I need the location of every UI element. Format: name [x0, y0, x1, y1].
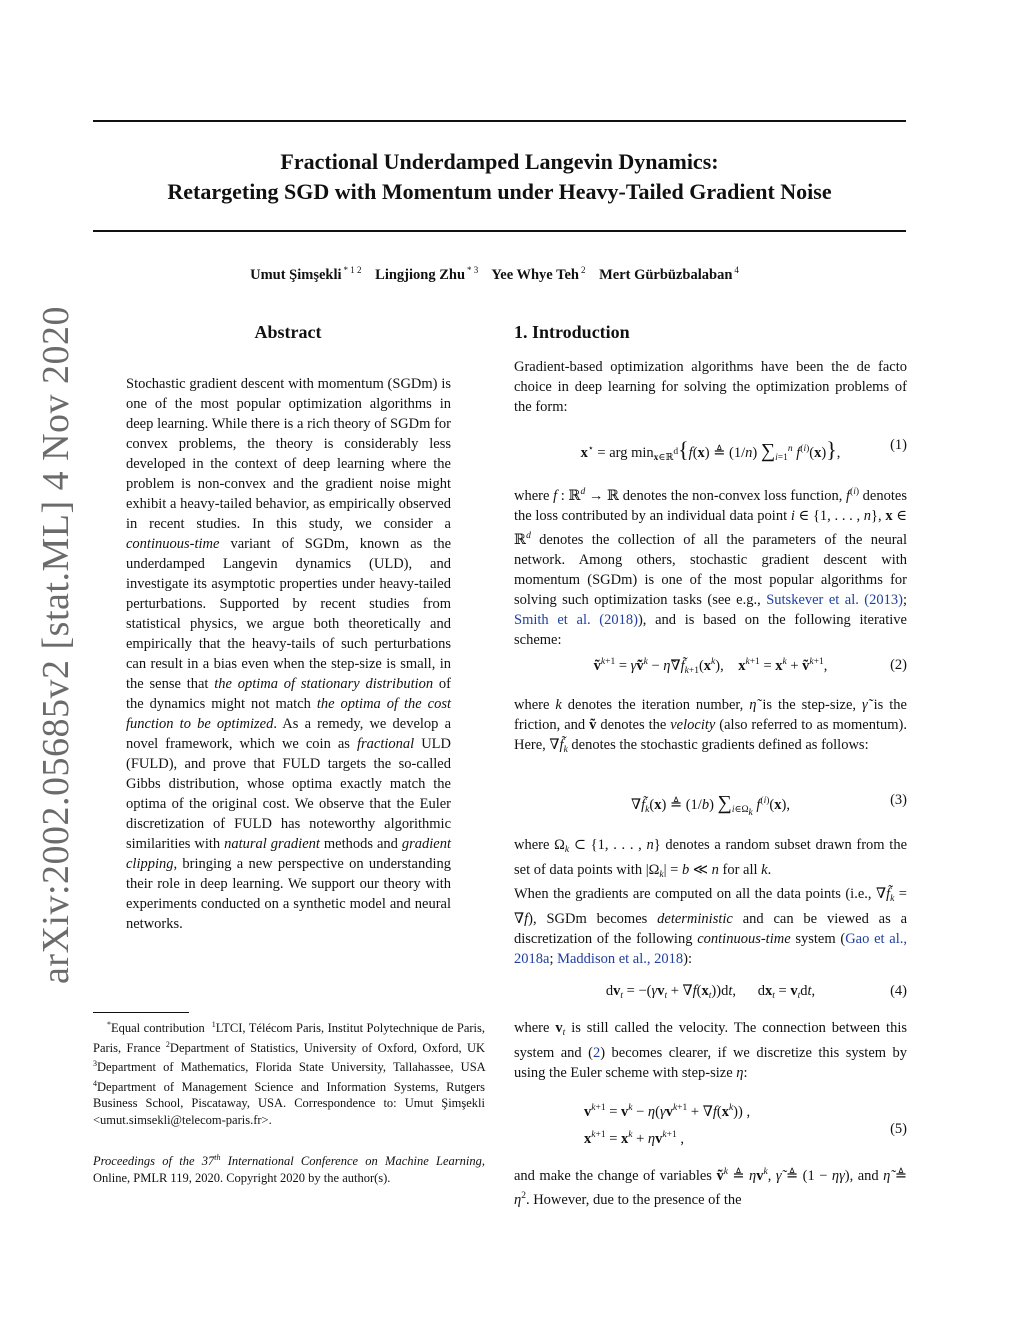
intro-paragraph-6: where $v_t$ is still called the velocity. The connection between this system and (2) becomes clearer, if we discretize this system by using the Euler scheme with step-size η: — [514, 1020, 907, 1081]
author-name: Umut Şimşekli — [250, 267, 342, 283]
title-top-rule — [93, 120, 906, 122]
equation-4: $dv_t = -(\gamma v_t + \nabla f(x_t))dt$, $dx_t = v_tdt$, (4) — [605, 983, 907, 1001]
equation-reference-link[interactable]: 2 — [592, 1045, 601, 1061]
abstract-heading: Abstract — [254, 322, 322, 342]
equation-2: ṽ$^{k+1}$ = γ̃ṽ$^k$ − $\etã\nabla f̃_{k+1}(x^k)$, $x^{k+1} = x^k$ + ṽ$^{k+1}$, (2) — [593, 657, 907, 676]
author-mark: 4 — [734, 265, 739, 275]
equation-5: $v^{k+1} = v^k - \eta(\gamma v^{k+1} + \nabla f(x^k))$ , $x^{k+1} = x^k + \eta v^{k+1}$ , (5) — [584, 1103, 907, 1147]
footnote-rule — [93, 1012, 189, 1013]
intro-paragraph-3: where k denotes the iteration number, η̃ is the step-size, γ̃ is the friction, and ṽ denotes the velocity (also referred to as momentum). Here, $\nabla f̃_k$ denotes the stochastic gradients defined as follows: — [514, 697, 907, 755]
footnote-proceedings: Proceedings of the 37th International Conference on Machine Learning, Online, PMLR 119, 2020. Copyright 2020 by the author(s). — [93, 1153, 485, 1185]
equation-number: (3) — [890, 792, 907, 808]
intro-paragraph-2: where f : ℝ$^d$ → ℝ denotes the non-convex loss function, $f^{(i)}$ denotes the loss contributed by an individual data point i ∈ {1, . . . , n}, x ∈ ℝ$^d$ denotes the collection of all the parameters of the neural network. Among others, stochastic gradient descent with momentum (SGDm) is one of the most popular algorithms for solving such optimization tasks (see e.g., Sutskever et al. (2013); Smith et al. (2018)), and is based on the following iterative scheme: — [514, 487, 907, 648]
citation-link[interactable]: Smith et al. (2018) — [514, 612, 638, 628]
citation-link[interactable]: Gao et al., 2018a — [514, 931, 907, 967]
author-name: Lingjiong Zhu — [375, 267, 466, 283]
author-mark: 2 — [580, 265, 586, 275]
citation-link[interactable]: Sutskever et al. (2013) — [766, 592, 903, 608]
abstract-text: Stochastic gradient descent with momentum (SGDm) is one of the most popular optimization algorithms in deep learning. While there is a rich theory of SGDm for convex problems, the theory is considerably less developed in the context of deep learning where the problem is non-convex and the gradient noise might exhibit a heavy-tailed behavior, as empirically observed in recent studies. In this study, we consider a continuous-time variant of SGDm, known as the underdamped Langevin dynamics (ULD), and investigate its asymptotic properties under heavy-tailed perturbations. Supported by recent studies from statistical physics, we argue both theoretically and empirically that the heavy-tails of such perturbations can result in a bias even when the step-size is small, in the sense that the optima of stationary distribution of the dynamics might not match the optima of the cost function to be optimized. As a remedy, we develop a novel framework, which we coin as fractional ULD (FULD), and prove that FULD targets the so-called Gibbs distribution, whose optima exactly match the optima of the original cost. We observe that the Euler discretization of FULD has noteworthy algorithmic similarities with natural gradient methods and gradient clipping, bringing a new perspective on understanding their role in deep learning. We support our theory with experiments conducted on a synthetic model and neural networks. — [126, 376, 452, 932]
author-name: Yee Whye Teh — [491, 267, 579, 283]
equation-number: (5) — [890, 1121, 907, 1137]
paper-title: Fractional Underdamped Langevin Dynamics: Retargeting SGD with Momentum under Heavy-Tailed Gradient Noise — [167, 149, 832, 204]
equation-number: (2) — [890, 657, 907, 673]
author-list — [93, 265, 906, 284]
intro-paragraph-4: where $\Omega_k$ ⊂ {1, . . . , n} denotes a random subset drawn from the set of data points with $|\Omega_k| = b$ ≪ n for all k. — [514, 837, 908, 880]
intro-paragraph-7: and make the change of variables ṽ$^k$ ≜ $\eta v^k$, γ̃ ≜ (1 − ηγ), and η̃ ≜ $\eta^2$. However, due to the presence of the — [514, 1167, 907, 1208]
equation-number: (4) — [890, 983, 907, 999]
intro-paragraph-1: Gradient-based optimization algorithms have been the de facto choice in deep learning for solving the optimization problems of the form: — [514, 359, 907, 415]
intro-paragraph-5: When the gradients are computed on all the data points (i.e., $\nabla f̃_k = \nabla f$), SGDm becomes deterministic and can be viewed as a discretization of the following continuous-time system (Gao et al., 2018a; Maddison et al., 2018): — [514, 886, 907, 967]
equation-1: x⋆ = arg $\min_{x\in ℝ^d}\{f(x)$ ≜ (1/n) $\sum_{i=1}^n$ $f^{(i)}(x)$}, (1) — [580, 437, 907, 463]
equation-number: (1) — [890, 437, 907, 453]
citation-link[interactable]: Maddison et al., 2018 — [557, 951, 684, 967]
author-mark: * 3 — [467, 265, 479, 275]
author-name: Mert Gürbüzbalaban — [599, 267, 733, 283]
equation-3: $\nabla f̃_k(x)$ ≜ (1/b) $\sum_{i\in\Omega_k}$ $f^{(i)}(x)$, (3) — [631, 792, 907, 818]
title-bottom-rule — [93, 230, 906, 232]
footnote-affiliations: *Equal contribution $^1$LTCI, Télécom Paris, Institut Polytechnique de Paris, Paris, France $^2$Department of Statistics, University of Oxford, Oxford, UK $^3$Department of Mathematics, Florida State University, Tallahassee, USA $^4$Department of Management Science and Information Systems, Rutgers Business School, Piscataway, USA. Correspondence to: Umut Şimşekli <umut.simsekli@telecom-paris.fr>. — [93, 1020, 486, 1127]
section-heading-introduction: 1. Introduction — [514, 322, 630, 342]
author-mark: * 1 2 — [343, 265, 362, 275]
